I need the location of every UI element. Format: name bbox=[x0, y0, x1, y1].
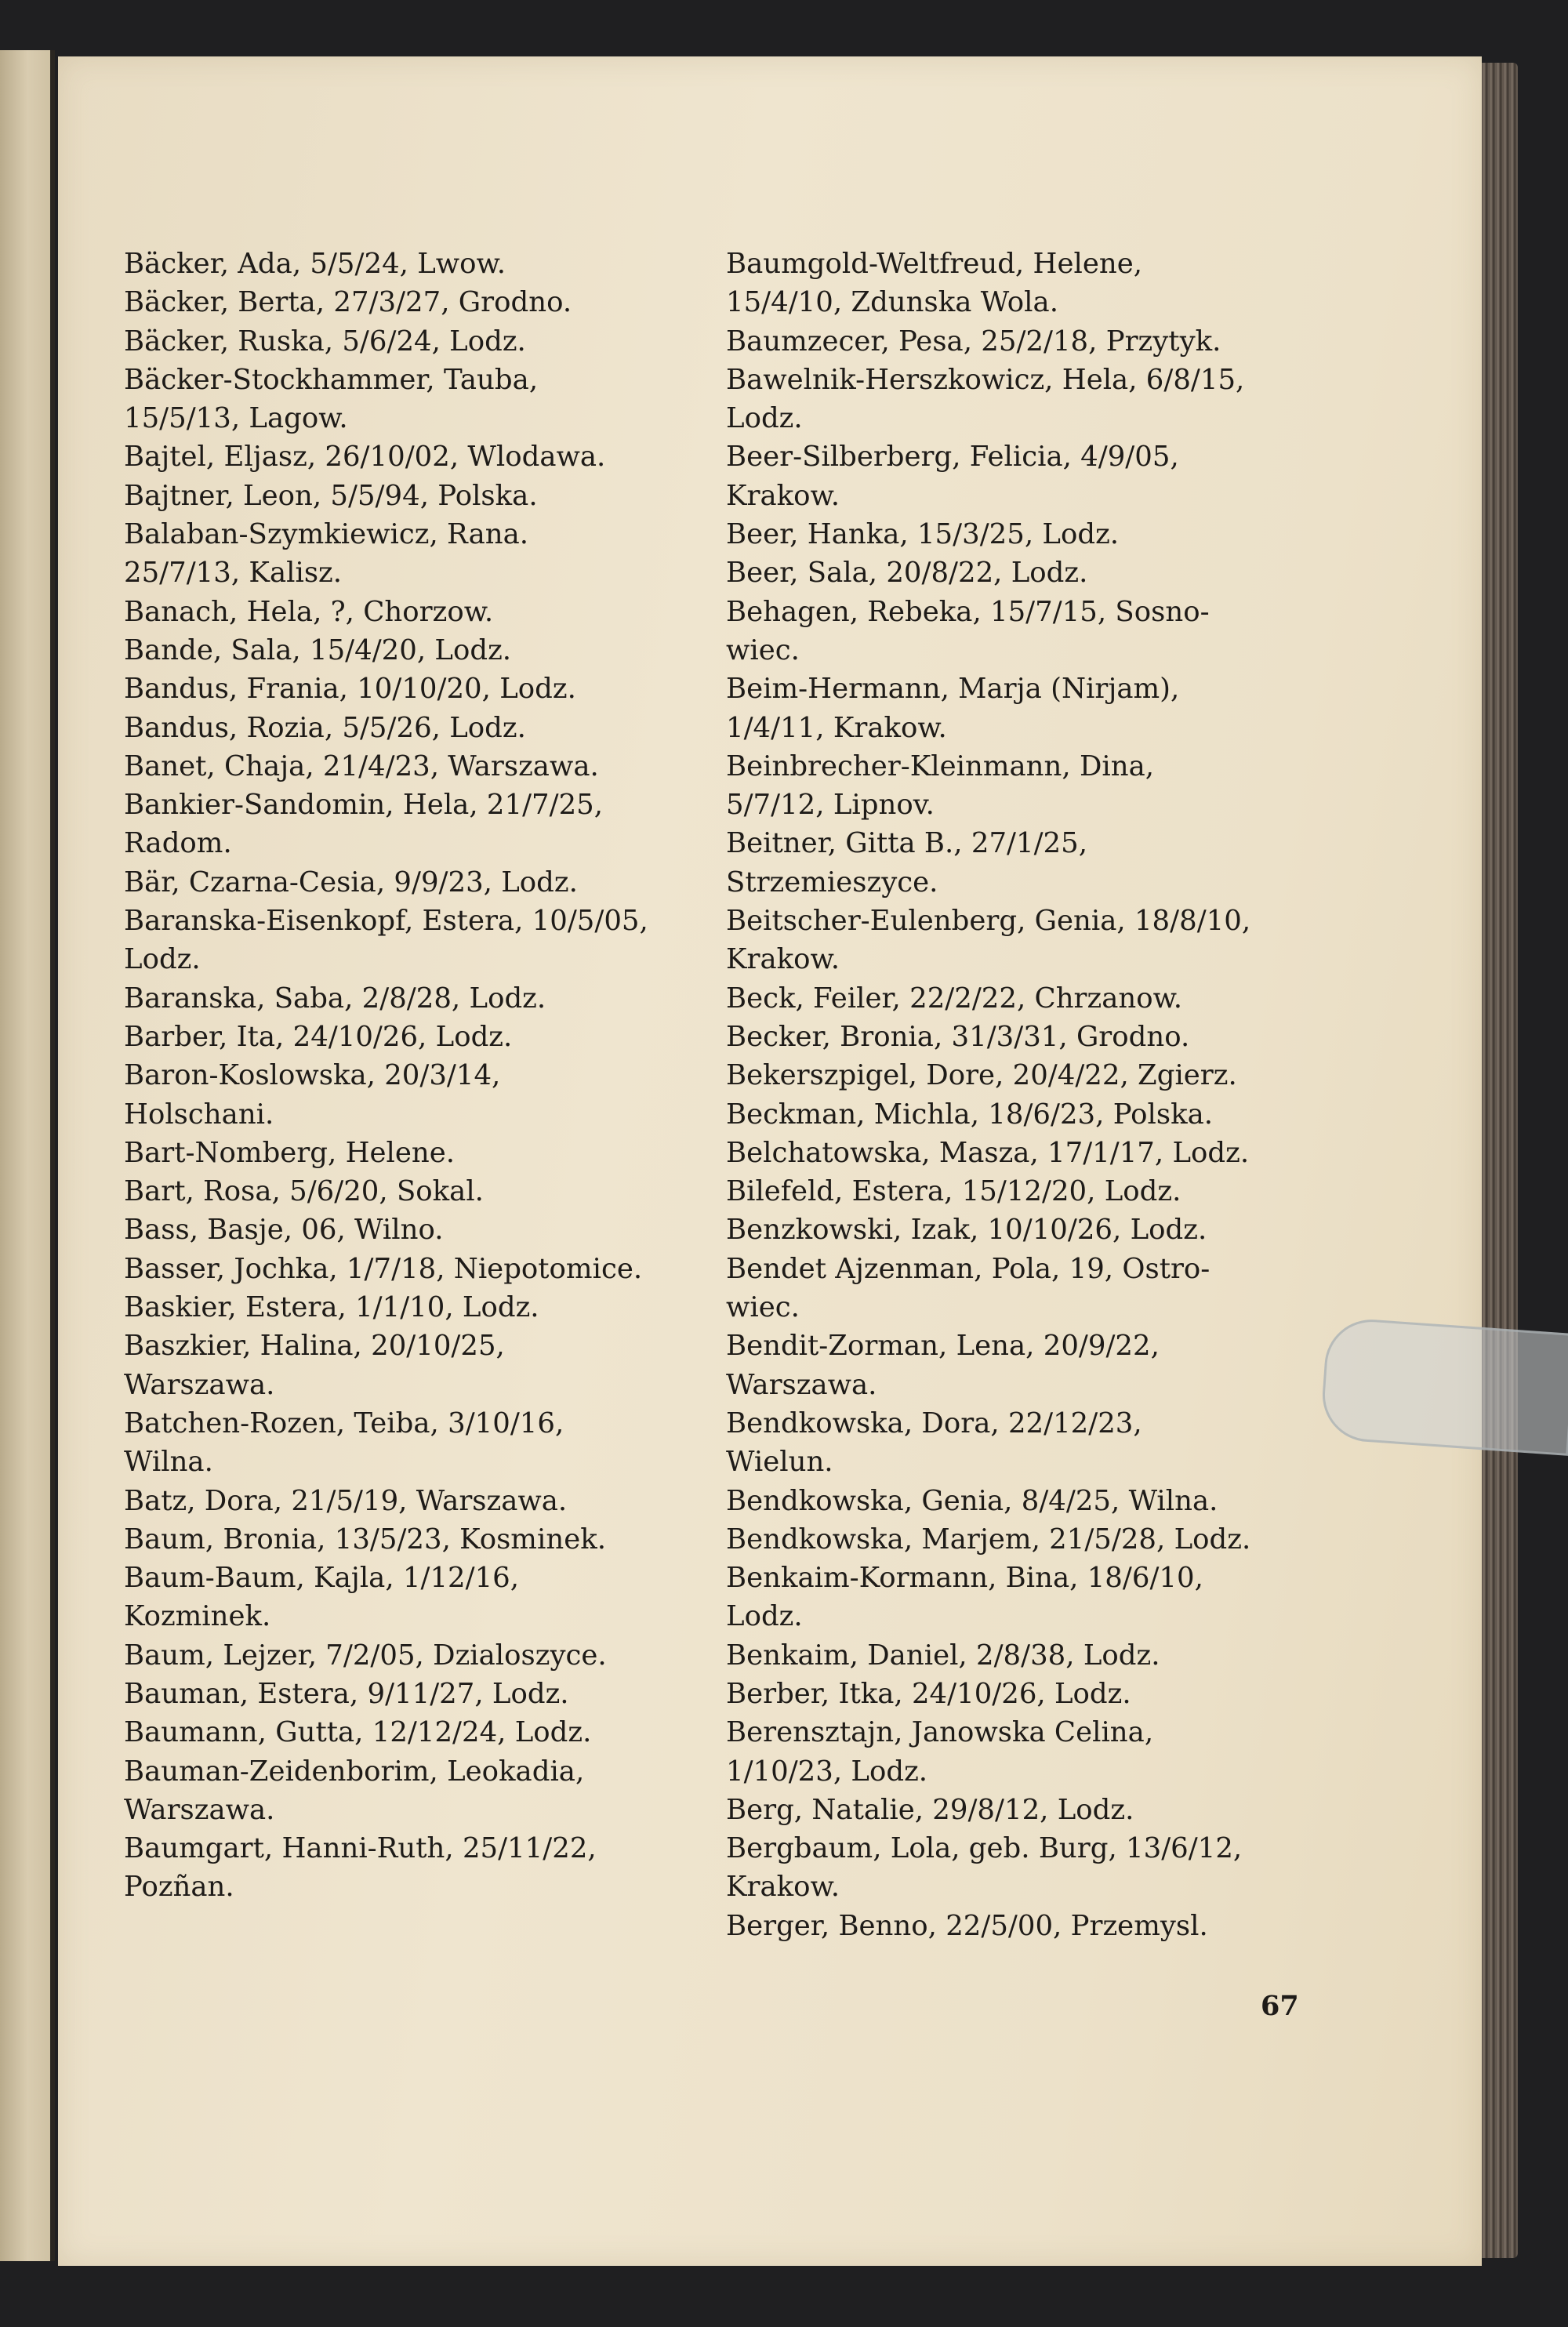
plastic-tab-marker bbox=[1319, 1316, 1568, 1456]
name-entry-line: Krakow. bbox=[726, 1871, 840, 1904]
name-entry bbox=[124, 670, 704, 708]
name-entry-line: Wilna. bbox=[124, 1446, 213, 1479]
name-entry bbox=[124, 437, 704, 476]
name-entry-line: Baron-Koslowska, 20/3/14, bbox=[124, 1059, 501, 1092]
name-entry bbox=[726, 1713, 1312, 1791]
name-entry bbox=[124, 979, 704, 1018]
name-entry bbox=[726, 1559, 1312, 1636]
name-entry-line: Batchen-Rozen, Teiba, 3/10/16, bbox=[124, 1407, 564, 1439]
name-entry-line: Baum-Baum, Kajla, 1/12/16, bbox=[124, 1562, 520, 1595]
name-entry-line: Bart-Nomberg, Helene. bbox=[124, 1136, 456, 1169]
right-name-column bbox=[726, 245, 1312, 1945]
name-entry-line: Pozñan. bbox=[124, 1871, 234, 1904]
name-entry bbox=[124, 1752, 704, 1830]
name-entry-line: Bendkowska, Dora, 22/12/23, bbox=[726, 1407, 1142, 1439]
name-entry bbox=[726, 1250, 1312, 1327]
name-entry-line: Bande, Sala, 15/4/20, Lodz. bbox=[124, 633, 512, 666]
name-entry-line: Radom. bbox=[124, 827, 232, 860]
name-entry bbox=[124, 1829, 704, 1907]
name-entry bbox=[124, 1018, 704, 1056]
name-entry-line: Bass, Basje, 06, Wilno. bbox=[124, 1214, 444, 1247]
name-entry bbox=[124, 1134, 704, 1172]
name-entry bbox=[726, 979, 1312, 1018]
name-entry-line: Beer, Sala, 20/8/22, Lodz. bbox=[726, 557, 1088, 590]
name-entry-line: Baszkier, Halina, 20/10/25, bbox=[124, 1330, 505, 1363]
name-entry bbox=[726, 902, 1312, 979]
name-entry-line: Bendkowska, Genia, 8/4/25, Wilna. bbox=[726, 1484, 1218, 1517]
name-entry bbox=[124, 747, 704, 786]
name-entry-line: Benkaim, Daniel, 2/8/38, Lodz. bbox=[726, 1639, 1160, 1672]
name-entry bbox=[726, 1907, 1312, 1945]
name-entry bbox=[124, 1404, 704, 1482]
name-entry-line: Berber, Itka, 24/10/26, Lodz. bbox=[726, 1677, 1131, 1710]
name-entry-line: Baumzecer, Pesa, 25/2/18, Przytyk. bbox=[726, 325, 1221, 358]
name-entry bbox=[124, 515, 704, 593]
name-entry-line: Krakow. bbox=[726, 943, 840, 976]
name-entry bbox=[124, 1172, 704, 1211]
name-entry bbox=[124, 322, 704, 361]
name-entry bbox=[726, 593, 1312, 670]
name-entry-line: Strzemieszyce. bbox=[726, 866, 938, 898]
name-entry bbox=[726, 1675, 1312, 1713]
name-entry bbox=[124, 902, 704, 979]
name-entry-line: Warszawa. bbox=[124, 1793, 275, 1826]
name-entry-line: Bendet Ajzenman, Pola, 19, Ostro- bbox=[726, 1252, 1210, 1285]
name-entry-line: Baranska, Saba, 2/8/28, Lodz. bbox=[124, 982, 546, 1015]
name-entry bbox=[124, 863, 704, 902]
name-entry-line: Bawelnik-Herszkowicz, Hela, 6/8/15, bbox=[726, 363, 1245, 396]
name-entry bbox=[726, 1095, 1312, 1134]
name-entry-line: Bendit-Zorman, Lena, 20/9/22, bbox=[726, 1330, 1160, 1363]
name-entry-line: Batz, Dora, 21/5/19, Warszawa. bbox=[124, 1484, 568, 1517]
name-entry-line: Baum, Bronia, 13/5/23, Kosminek. bbox=[124, 1523, 606, 1556]
name-entry bbox=[726, 670, 1312, 747]
page-number: 67 bbox=[1261, 1990, 1299, 2022]
name-entry-line: Beer-Silberberg, Felicia, 4/9/05, bbox=[726, 441, 1179, 474]
name-entry-line: Basser, Jochka, 1/7/18, Niepotomice. bbox=[124, 1252, 643, 1285]
name-entry bbox=[124, 1675, 704, 1713]
name-entry-line: Lodz. bbox=[124, 943, 201, 976]
name-entry bbox=[124, 1288, 704, 1327]
name-entry-line: Bart, Rosa, 5/6/20, Sokal. bbox=[124, 1175, 484, 1208]
name-entry bbox=[726, 1211, 1312, 1249]
name-entry-line: 5/7/12, Lipnov. bbox=[726, 789, 935, 822]
name-entry bbox=[124, 593, 704, 631]
name-entry-line: Baranska-Eisenkopf, Estera, 10/5/05, bbox=[124, 905, 648, 938]
page-stack-edge bbox=[1482, 63, 1518, 2258]
name-entry bbox=[726, 1172, 1312, 1211]
name-entry bbox=[726, 1018, 1312, 1056]
previous-page-edge bbox=[0, 50, 55, 2261]
name-entry bbox=[726, 554, 1312, 592]
name-entry bbox=[124, 1211, 704, 1249]
name-entry bbox=[726, 1482, 1312, 1520]
name-entry bbox=[726, 1829, 1312, 1907]
name-entry-line: Baskier, Estera, 1/1/10, Lodz. bbox=[124, 1291, 539, 1324]
name-entry bbox=[726, 1134, 1312, 1172]
name-entry bbox=[124, 1636, 704, 1675]
name-entry-line: wiec. bbox=[726, 633, 800, 666]
name-entry bbox=[726, 361, 1312, 438]
name-entry-line: Warszawa. bbox=[726, 1368, 877, 1401]
name-entry-line: Bäcker, Ruska, 5/6/24, Lodz. bbox=[124, 325, 526, 358]
name-entry-line: Lodz. bbox=[726, 1600, 803, 1633]
name-entry-line: Bandus, Frania, 10/10/20, Lodz. bbox=[124, 673, 576, 706]
name-entry-line: Berg, Natalie, 29/8/12, Lodz. bbox=[726, 1793, 1134, 1826]
name-entry-line: Lodz. bbox=[726, 402, 803, 435]
name-entry bbox=[124, 1327, 704, 1404]
name-entry-line: Beitner, Gitta B., 27/1/25, bbox=[726, 827, 1087, 860]
name-entry-line: Beer, Hanka, 15/3/25, Lodz. bbox=[726, 518, 1120, 551]
name-entry-line: Bankier-Sandomin, Hela, 21/7/25, bbox=[124, 789, 604, 822]
name-entry-line: Beim-Hermann, Marja (Nirjam), bbox=[726, 673, 1180, 706]
name-entry-line: Bäcker, Berta, 27/3/27, Grodno. bbox=[124, 286, 572, 319]
name-entry bbox=[726, 1636, 1312, 1675]
name-entry-line: 1/10/23, Lodz. bbox=[726, 1755, 928, 1788]
name-entry bbox=[726, 1404, 1312, 1482]
name-entry-line: Barber, Ita, 24/10/26, Lodz. bbox=[124, 1020, 513, 1053]
name-entry bbox=[726, 437, 1312, 515]
name-entry bbox=[124, 1056, 704, 1134]
name-entry-line: Banet, Chaja, 21/4/23, Warszawa. bbox=[124, 750, 599, 782]
name-entry-line: Behagen, Rebeka, 15/7/15, Sosno- bbox=[726, 595, 1210, 628]
name-entry bbox=[124, 786, 704, 863]
name-entry bbox=[124, 631, 704, 670]
name-entry-line: Becker, Bronia, 31/3/31, Grodno. bbox=[726, 1020, 1190, 1053]
name-entry bbox=[726, 245, 1312, 322]
name-entry-line: Warszawa. bbox=[124, 1368, 275, 1401]
name-entry-line: Krakow. bbox=[726, 479, 840, 512]
name-entry-line: Holschani. bbox=[124, 1098, 274, 1131]
name-entry-line: Beinbrecher-Kleinmann, Dina, bbox=[726, 750, 1155, 782]
name-entry-line: Balaban-Szymkiewicz, Rana. bbox=[124, 518, 529, 551]
name-entry-line: Wielun. bbox=[726, 1446, 833, 1479]
name-entry bbox=[124, 245, 704, 283]
name-entry-line: wiec. bbox=[726, 1291, 800, 1324]
name-entry-line: Berger, Benno, 22/5/00, Przemysl. bbox=[726, 1909, 1208, 1942]
name-entry-line: Beck, Feiler, 22/2/22, Chrzanow. bbox=[726, 982, 1183, 1015]
name-entry bbox=[124, 1559, 704, 1636]
name-entry bbox=[124, 361, 704, 438]
name-entry-line: 25/7/13, Kalisz. bbox=[124, 557, 343, 590]
name-entry bbox=[124, 1713, 704, 1752]
name-entry bbox=[124, 1520, 704, 1559]
name-entry-line: Bajtel, Eljasz, 26/10/02, Wlodawa. bbox=[124, 441, 606, 474]
name-entry-line: Banach, Hela, ?, Chorzow. bbox=[124, 595, 494, 628]
name-entry bbox=[726, 322, 1312, 361]
name-entry-line: Baum, Lejzer, 7/2/05, Dzialoszyce. bbox=[124, 1639, 607, 1672]
name-entry bbox=[726, 1056, 1312, 1095]
name-entry-line: Bandus, Rozia, 5/5/26, Lodz. bbox=[124, 711, 526, 744]
name-entry bbox=[124, 709, 704, 747]
name-entry bbox=[726, 1327, 1312, 1404]
name-entry-line: Baumgart, Hanni-Ruth, 25/11/22, bbox=[124, 1832, 597, 1865]
name-entry bbox=[726, 515, 1312, 554]
name-entry bbox=[726, 824, 1312, 902]
name-entry-line: Beckman, Michla, 18/6/23, Polska. bbox=[726, 1098, 1214, 1131]
name-entry-line: Bajtner, Leon, 5/5/94, Polska. bbox=[124, 479, 538, 512]
name-entry-line: Beitscher-Eulenberg, Genia, 18/8/10, bbox=[726, 905, 1251, 938]
name-entry-line: Bär, Czarna-Cesia, 9/9/23, Lodz. bbox=[124, 866, 578, 898]
name-entry-line: Berensztajn, Janowska Celina, bbox=[726, 1716, 1154, 1749]
name-entry-line: Bauman, Estera, 9/11/27, Lodz. bbox=[124, 1677, 569, 1710]
name-entry-line: Bäcker, Ada, 5/5/24, Lwow. bbox=[124, 248, 506, 280]
left-name-column bbox=[124, 245, 704, 1907]
name-entry-line: Benkaim-Kormann, Bina, 18/6/10, bbox=[726, 1562, 1203, 1595]
name-entry-line: 1/4/11, Krakow. bbox=[726, 711, 947, 744]
name-entry-line: 15/5/13, Lagow. bbox=[124, 402, 348, 435]
name-entry-line: Bendkowska, Marjem, 21/5/28, Lodz. bbox=[726, 1523, 1251, 1556]
name-entry bbox=[124, 477, 704, 515]
name-entry-line: Baumann, Gutta, 12/12/24, Lodz. bbox=[124, 1716, 592, 1749]
name-entry bbox=[726, 1520, 1312, 1559]
name-entry-line: Bilefeld, Estera, 15/12/20, Lodz. bbox=[726, 1175, 1181, 1208]
name-entry-line: Bekerszpigel, Dore, 20/4/22, Zgierz. bbox=[726, 1059, 1237, 1092]
name-entry bbox=[726, 1791, 1312, 1829]
name-entry bbox=[124, 1250, 704, 1288]
name-entry-line: Bergbaum, Lola, geb. Burg, 13/6/12, bbox=[726, 1832, 1243, 1865]
name-entry-line: 15/4/10, Zdunska Wola. bbox=[726, 286, 1058, 319]
name-entry-line: Baumgold-Weltfreud, Helene, bbox=[726, 248, 1142, 280]
name-entry bbox=[124, 1482, 704, 1520]
name-entry-line: Kozminek. bbox=[124, 1600, 271, 1633]
name-entry bbox=[124, 283, 704, 321]
name-entry-line: Belchatowska, Masza, 17/1/17, Lodz. bbox=[726, 1136, 1250, 1169]
name-entry-line: Bauman-Zeidenborim, Leokadia, bbox=[124, 1755, 585, 1788]
name-entry-line: Bäcker-Stockhammer, Tauba, bbox=[124, 363, 539, 396]
name-entry bbox=[726, 747, 1312, 825]
name-entry-line: Benzkowski, Izak, 10/10/26, Lodz. bbox=[726, 1214, 1207, 1247]
